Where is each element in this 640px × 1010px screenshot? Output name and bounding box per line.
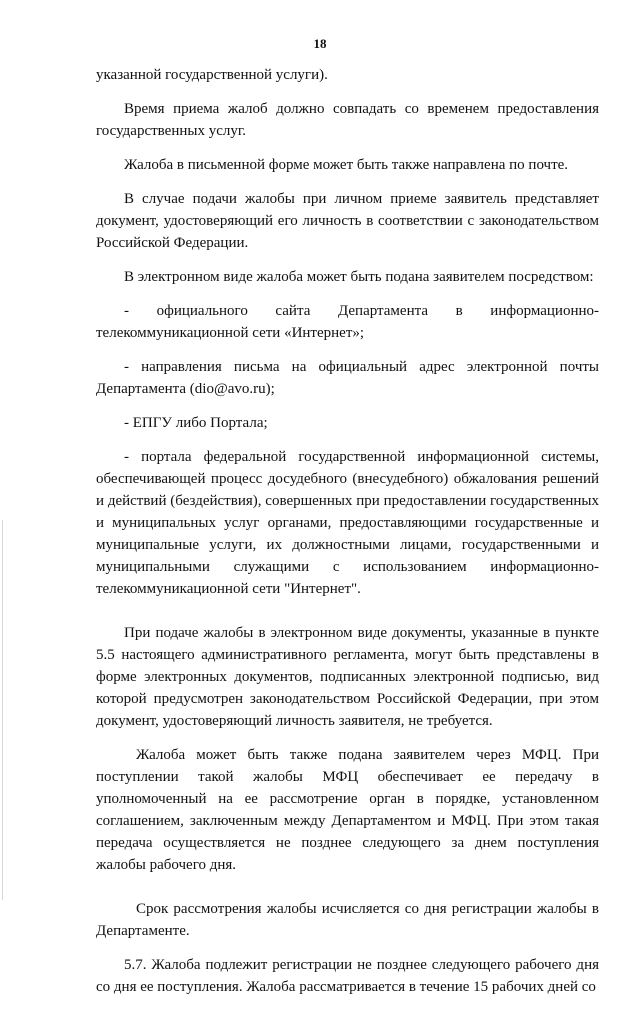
- scan-edge-line: [2, 520, 3, 900]
- paragraph-reception-time: Время приема жалоб должно совпадать со временем предоставления государственных услуг.: [96, 101, 599, 139]
- paragraph-personal-reception: В случае подачи жалобы при личном приеме заявитель представляет документ, удостоверяющий его личность в соответствии с законодательством Российской Федерации.: [96, 191, 599, 251]
- list-item-official-site: - официального сайта Департамента в информационно-телекоммуникационной сети «Интернет»;: [96, 303, 599, 341]
- paragraph-mfc: Жалоба может быть также подана заявителем через МФЦ. При поступлении такой жалобы МФЦ обеспечивает ее передачу в уполномоченный на ее рассмотрение орган в порядке, установленном соглашением, заключенным между Департаментом и МФЦ. При этом такая передача осуществляется не позднее следующего за днем поступления жалобы рабочего дня.: [96, 747, 599, 873]
- paragraph-electronic-documents: При подаче жалобы в электронном виде документы, указанные в пункте 5.5 настоящего административного регламента, могут быть представлены в форме электронных документов, подписанных электронной подписью, вид которой предусмотрен законодательством Российской Федерации, при этом документ, удостоверяющий личность заявителя, не требуется.: [96, 625, 599, 729]
- paragraph-by-mail: Жалоба в письменной форме может быть также направлена по почте.: [124, 157, 569, 173]
- list-item-email: - направления письма на официальный адрес электронной почты Департамента (dio@avo.ru);: [96, 359, 599, 397]
- paragraph-section-5-7: 5.7. Жалоба подлежит регистрации не позднее следующего рабочего дня со дня ее поступления. Жалоба рассматривается в течение 15 рабочих дней со: [96, 957, 599, 995]
- paragraph-review-period: Срок рассмотрения жалобы исчисляется со дня регистрации жалобы в Департаменте.: [96, 901, 599, 939]
- list-item-epgu: - ЕПГУ либо Портала;: [124, 415, 268, 431]
- page-number: 18: [313, 36, 327, 51]
- document-body: [96, 64, 599, 1010]
- paragraph-electronic-intro: В электронном виде жалоба может быть подана заявителем посредством:: [124, 269, 594, 285]
- paragraph-service-end: указанной государственной услуги).: [96, 67, 328, 83]
- list-item-federal-portal: - портала федеральной государственной информационной системы, обеспечивающей процесс досудебного (внесудебного) обжалования решений и действий (бездействия), совершенных при предоставлении государственных и муниципальных услуг органами, предоставляющими государственные и муниципальные услуги, их должностными лицами, государственными и муниципальными служащими с использованием информационно-телекоммуникационной сети "Интернет".: [96, 449, 599, 597]
